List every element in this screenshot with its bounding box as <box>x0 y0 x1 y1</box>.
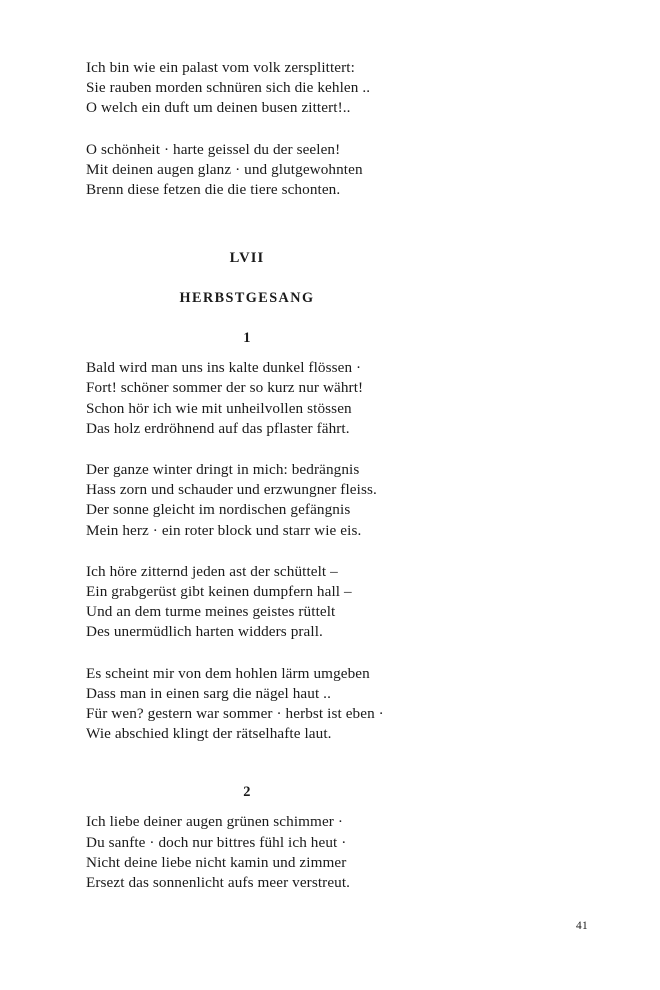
poem-line: Ersezt das sonnenlicht aufs meer verstreut. <box>86 874 351 892</box>
spacer <box>86 802 408 812</box>
poem-line: Du sanfte · doch nur bittres fühl ich heut · <box>86 833 347 851</box>
poem-line: Ein grabgerüst gibt keinen dumpfern hall – <box>86 583 352 601</box>
spacer <box>86 308 408 328</box>
text-column <box>86 58 408 914</box>
poem-line: Des unermüdlich harten widders prall. <box>86 623 323 641</box>
poem-line: Dass man in einen sarg die nägel haut .. <box>86 684 331 702</box>
poem-line: Der ganze winter dringt in mich: bedrängnis <box>86 461 360 479</box>
poem-line: Für wen? gestern war sommer · herbst ist eben · <box>86 705 384 723</box>
poem-line: Und an dem turme meines geistes rüttelt <box>86 603 336 621</box>
stanza <box>86 812 408 893</box>
poem-line: Brenn diese fetzen die die tiere schonten. <box>86 181 341 199</box>
poem-line: Das holz erdröhnend auf das pflaster fährt. <box>86 419 350 437</box>
poem-line: Der sonne gleicht im nordischen gefängnis <box>86 501 351 519</box>
poem-line: Es scheint mir von dem hohlen lärm umgeben <box>86 664 370 682</box>
poem-line: Fort! schöner sommer der so kurz nur währt! <box>86 379 364 397</box>
stanza <box>86 664 408 745</box>
poem-line: Wie abschied klingt der rätselhafte laut. <box>86 725 332 743</box>
poem-line: Hass zorn und schauder und erzwungner fleiss. <box>86 481 377 499</box>
section-number-two: 2 <box>243 784 251 801</box>
poem-line: Ich bin wie ein palast vom volk zersplittert: <box>86 59 355 76</box>
stanza <box>86 562 408 643</box>
poem-line: Mein herz · ein roter block und starr wie eis. <box>86 521 362 539</box>
stanza <box>86 58 408 119</box>
spacer <box>86 268 408 288</box>
poem-line: O schönheit · harte geissel du der seelen! <box>86 140 341 158</box>
stanza <box>86 460 408 541</box>
spacer <box>86 348 408 358</box>
stanza <box>86 140 408 201</box>
section-number-one: 1 <box>243 330 251 347</box>
poem-number: LVII <box>229 250 265 267</box>
poem-line: Ich liebe deiner augen grünen schimmer · <box>86 813 344 831</box>
poem-line: O welch ein duft um deinen busen zittert!.. <box>86 99 351 117</box>
stanza <box>86 358 408 439</box>
poem-line: Schon hör ich wie mit unheilvollen stössen <box>86 399 352 417</box>
poem-title: HERBSTGESANG <box>179 290 315 307</box>
spacer <box>86 765 408 782</box>
poem-line: Nicht deine liebe nicht kamin und zimmer <box>86 853 347 871</box>
page-number: 41 <box>576 920 588 932</box>
poem-line: Mit deinen augen glanz · und glutgewohnten <box>86 160 363 178</box>
poem-line: Ich höre zitternd jeden ast der schüttelt – <box>86 562 338 580</box>
poem-line: Bald wird man uns ins kalte dunkel flössen · <box>86 359 362 377</box>
poem-line: Sie rauben morden schnüren sich die kehlen .. <box>86 79 371 97</box>
spacer <box>86 221 408 248</box>
